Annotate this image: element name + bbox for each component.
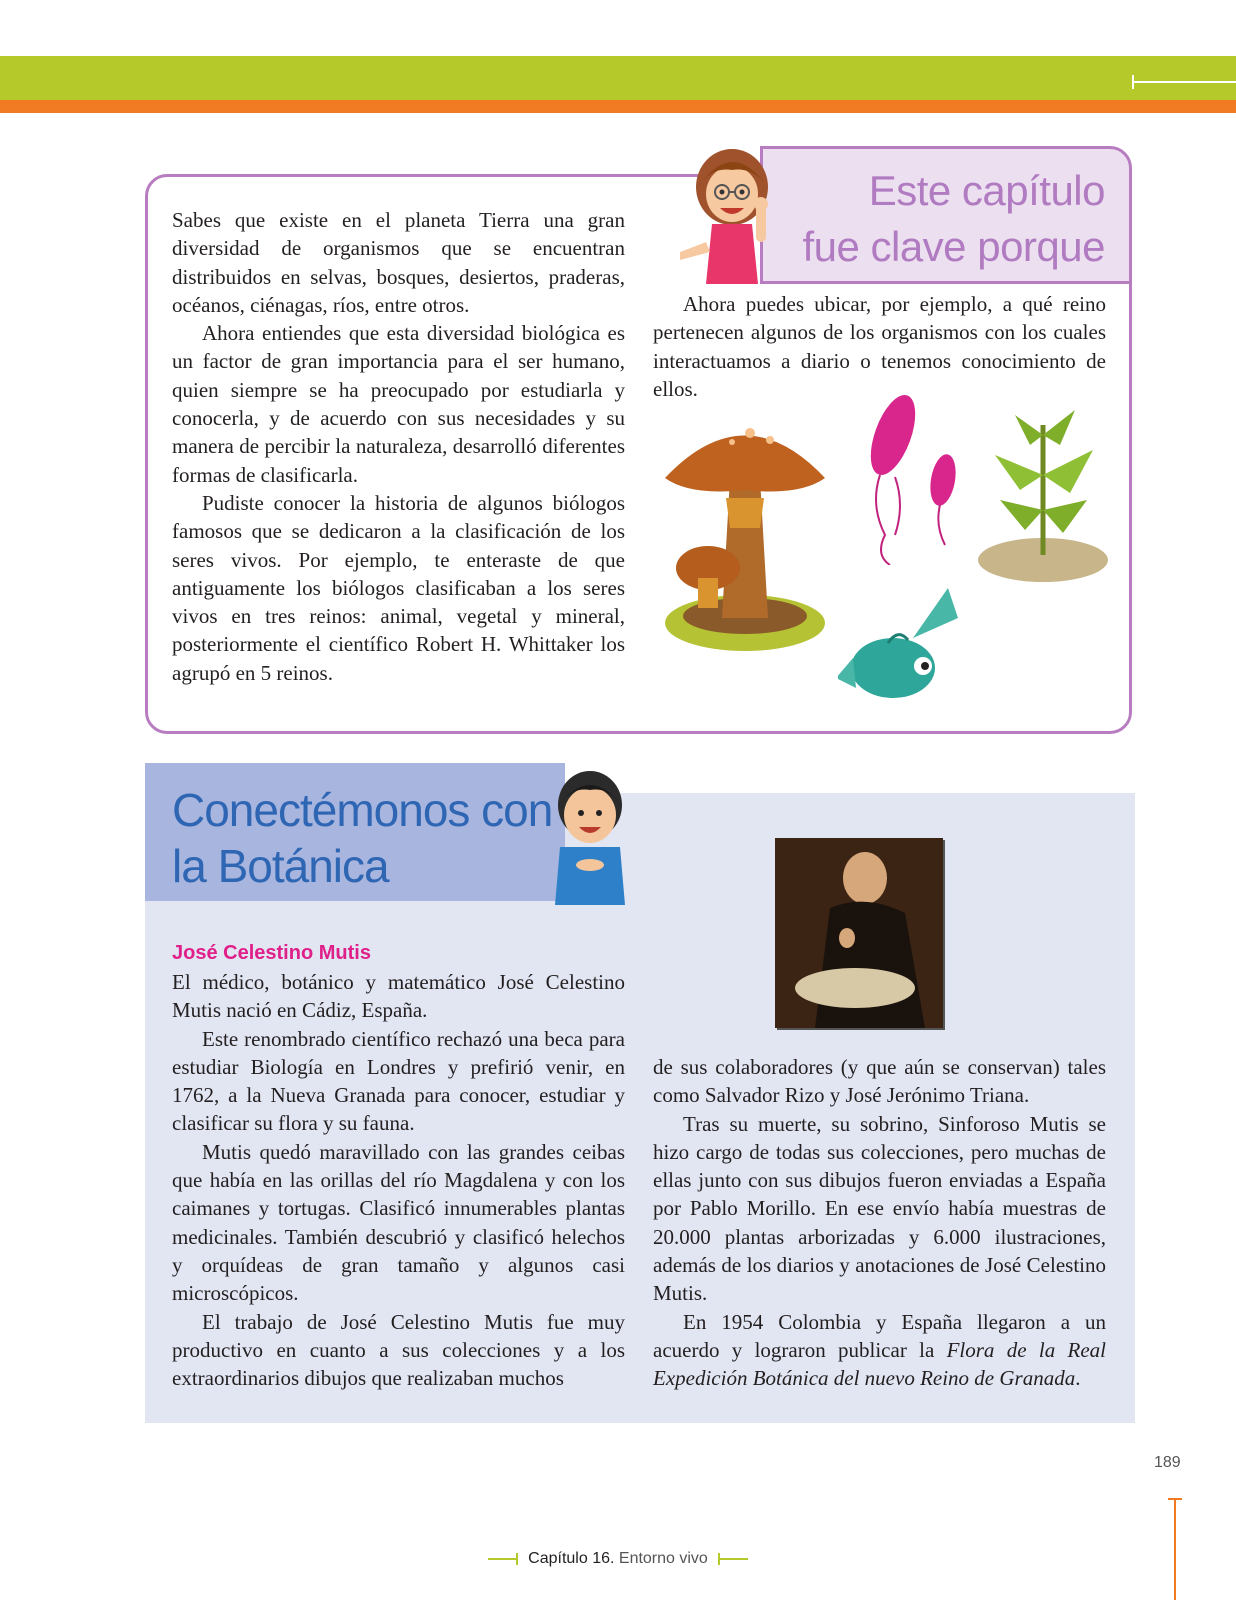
paragraph: Ahora puedes ubicar, por ejemplo, a qué reino pertenecen algunos de los organismos con los cuales interactuamos a diario o tenemos conocimiento de ellos.	[653, 292, 1106, 401]
title-line-2: la Botánica	[172, 840, 389, 892]
header-rule-tick	[1132, 75, 1134, 89]
text-run: En 1954 Colombia y España llegaron a un acuerdo y lograron publicar la	[653, 1309, 1106, 1362]
botany-left-text	[172, 968, 625, 1392]
girl-character-illustration	[680, 142, 790, 287]
plant-illustration	[975, 405, 1110, 585]
page-marker-line	[1174, 1498, 1176, 1600]
biography-subtitle: José Celestino Mutis	[172, 942, 371, 964]
text-run: .	[1075, 1366, 1081, 1391]
footer-deco-left	[488, 1558, 518, 1560]
footer-topic: Entorno vivo	[618, 1550, 708, 1567]
page-number: 189	[1154, 1454, 1181, 1471]
chapter-summary-title	[802, 163, 1105, 275]
title-line-1: Este capítulo	[868, 167, 1105, 214]
footer-deco-right	[718, 1558, 748, 1560]
paragraph: Este renombrado científico rechazó una beca para estudiar Biología en Londres y prefirió venir, en 1762, a la Nueva Granada para conocer, estudiar y clasificar su flora y su fauna.	[172, 1026, 625, 1136]
book-title: Flora de la Real Expedición Botánica del nuevo Reino de Granada	[653, 1337, 1106, 1391]
paragraph: El médico, botánico y matemático José Celestino Mutis nació en Cádiz, España.	[172, 970, 625, 1023]
paragraph: de sus colaboradores (y que aún se conservan) tales como Salvador Rizo y José Jerónimo Triana.	[653, 1055, 1106, 1108]
paragraph: Pudiste conocer la historia de algunos biólogos famosos que se dedicaron a la clasificación de los seres vivos. Por ejemplo, te enteraste de que antiguamente los biólogos clasificaban a los seres vivos en tres reinos: animal, vegetal y mineral, posteriormente el científico Robert H. Whittaker los agrupó en 5 reinos.	[172, 490, 625, 685]
mushroom-illustration	[660, 418, 830, 658]
header-rule	[1132, 81, 1236, 83]
mutis-portrait-image	[775, 838, 943, 1028]
paragraph: El trabajo de José Celestino Mutis fue muy productivo en cuanto a sus colecciones y a los extraordinarios dibujos que realizaban muchos	[172, 1309, 625, 1391]
paragraph: Tras su muerte, su sobrino, Sinforoso Mutis se hizo cargo de todas sus colecciones, pero muchas de ellas junto con sus dibujos fueron enviadas a España por Pablo Morillo. En ese envío había muestras de 20.000 plantas arborizadas y 6.000 ilustraciones, además de los diarios y anotaciones de José Celestino Mutis.	[653, 1111, 1106, 1306]
page-footer	[0, 1550, 1236, 1568]
chapter-summary-left-text	[172, 206, 625, 687]
header-band-green	[0, 56, 1236, 100]
header-band-orange	[0, 100, 1236, 113]
paragraph: Mutis quedó maravillado con las grandes ceibas que había en las orillas del río Magdalena y con los caimanes y tortugas. Clasificó innumerables plantas medicinales. También descubrió y clasificó helechos y orquídeas de gran tamaño y algunos casi microscópicos.	[172, 1139, 625, 1306]
footer-chapter: Capítulo 16.	[528, 1550, 615, 1567]
paragraph: Ahora entiendes que esta diversidad biológica es un factor de gran importancia para el ser humano, quien siempre se ha preocupado por estudiarla y conocerla, y de acuerdo con sus necesidades y su manera de percibir la naturaleza, desarrolló diferentes formas de clasificarla.	[172, 321, 625, 487]
botany-right-text	[653, 1053, 1106, 1393]
fish-illustration	[838, 578, 968, 718]
title-line-1: Conectémonos con	[172, 784, 553, 836]
bacteria-illustration	[855, 385, 975, 565]
title-line-2: fue clave porque	[802, 223, 1105, 270]
portrait-painting	[775, 838, 943, 1028]
botany-title	[172, 782, 552, 894]
paragraph: Sabes que existe en el planeta Tierra una gran diversidad de organismos que se encuentran distribuidos en selvas, bosques, desiertos, praderas, océanos, ciénagas, ríos, entre otros.	[172, 208, 625, 317]
boy-character-illustration	[545, 765, 635, 905]
paragraph-final	[653, 1308, 1106, 1393]
chapter-summary-tab	[760, 146, 1132, 284]
